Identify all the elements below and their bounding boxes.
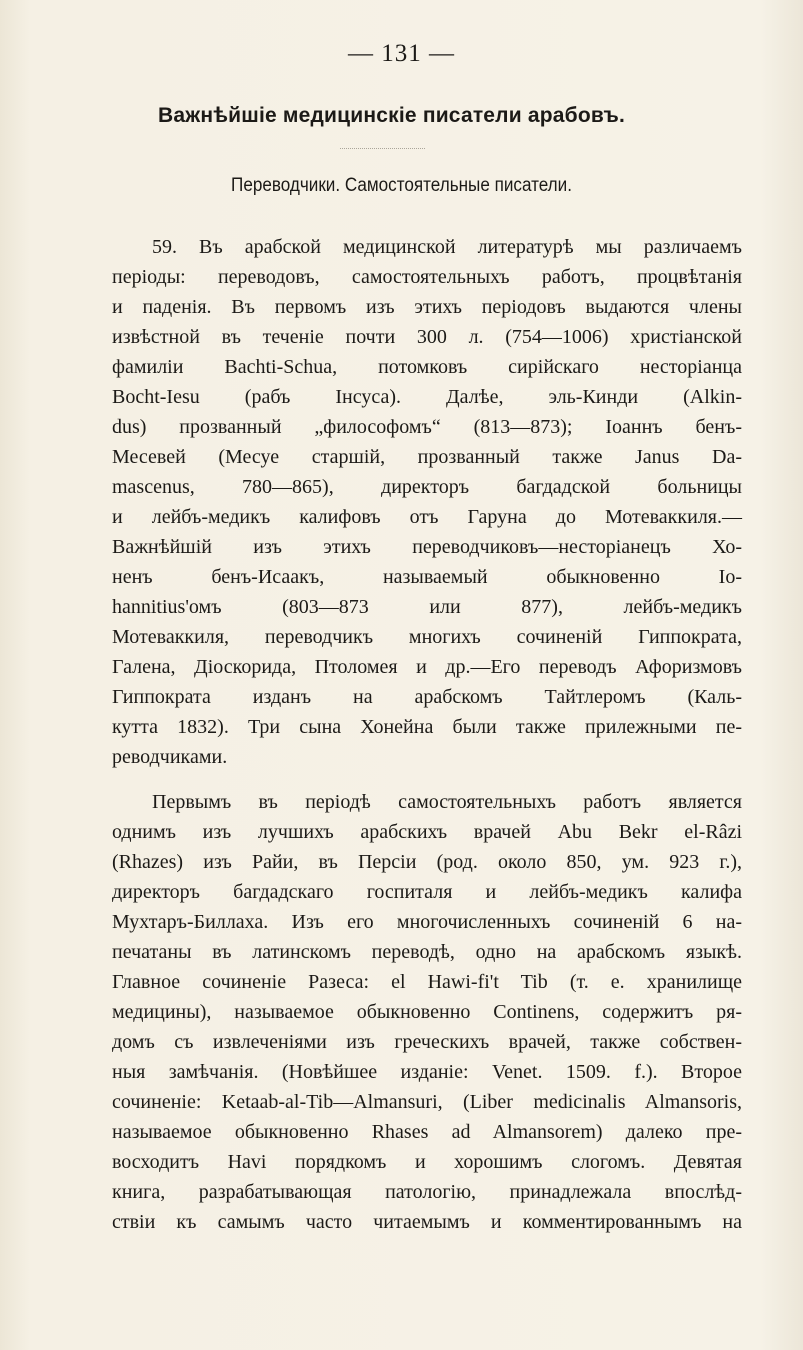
text-line: періоды: переводовъ, самостоятельныхъ работъ, процвѣтанія: [112, 266, 742, 288]
text-line: печатаны въ латинскомъ переводѣ, одно на арабскомъ языкѣ.: [112, 941, 742, 963]
text-line: Bocht-Iesu (рабъ Інсуса). Далѣе, эль-Кинди (Alkin-: [112, 386, 742, 408]
text-line: извѣстной въ теченіе почти 300 л. (754—1006) христіанской: [112, 326, 742, 348]
section-subtitle: Переводчики. Самостоятельные писатели.: [231, 175, 572, 196]
text-line: Важнѣйшій изъ этихъ переводчиковъ—несторіанецъ Хо-: [112, 536, 742, 558]
text-line: Галена, Діоскорида, Птоломея и др.—Его переводъ Афоризмовъ: [112, 656, 742, 678]
text-line: ствіи къ самымъ часто читаемымъ и комментированнымъ на: [112, 1211, 742, 1233]
text-line: 59. Въ арабской медицинской литературѣ мы различаемъ: [152, 236, 742, 258]
text-line: домъ съ извлеченіями изъ греческихъ врачей, также собствен-: [112, 1031, 742, 1053]
text-line: называемое обыкновенно Rhases ad Almansorem) далеко пре-: [112, 1121, 742, 1143]
text-line: Первымъ въ періодѣ самостоятельныхъ работъ является: [152, 791, 742, 813]
text-line: Главное сочиненіе Разеса: el Hawi-fi't Tib (т. е. хранилище: [112, 971, 742, 993]
decorative-rule: [340, 148, 425, 152]
text-line: однимъ изъ лучшихъ арабскихъ врачей Abu Bekr el-Râzi: [112, 821, 742, 843]
text-line: Мухтаръ-Биллаха. Изъ его многочисленныхъ сочиненій 6 на-: [112, 911, 742, 933]
text-line: директоръ багдадскаго госпиталя и лейбъ-медикъ калифа: [112, 881, 742, 903]
text-line: сочиненіе: Ketaab-al-Tib—Almansuri, (Liber medicinalis Almansoris,: [112, 1091, 742, 1113]
text-line: и лейбъ-медикъ калифовъ отъ Гаруна до Мотеваккиля.—: [112, 506, 742, 528]
chapter-title: Важнѣйшіе медицинскіе писатели арабовъ.: [157, 104, 625, 127]
text-line: восходитъ Havi порядкомъ и хорошимъ слогомъ. Девятая: [112, 1151, 742, 1173]
text-line: медицины), называемое обыкновенно Continens, содержитъ ря-: [112, 1001, 742, 1023]
text-line: Гиппократа изданъ на арабскомъ Тайтлеромъ (Каль-: [112, 686, 742, 708]
text-line: и паденія. Въ первомъ изъ этихъ періодовъ выдаются члены: [112, 296, 742, 318]
text-line: mascenus, 780—865), директоръ багдадской больницы: [112, 476, 742, 498]
text-line: dus) прозванный „философомъ“ (813—873); Іоаннъ бенъ-: [112, 416, 742, 438]
text-line: Мотеваккиля, переводчикъ многихъ сочиненій Гиппократа,: [112, 626, 742, 648]
text-line: реводчиками.: [112, 746, 228, 768]
text-line: книга, разрабатывающая патологію, принадлежала впослѣд-: [112, 1181, 742, 1203]
text-line: Месевей (Месуе старшій, прозванный также Janus Da-: [112, 446, 742, 468]
text-line: ныя замѣчанія. (Новѣйшее изданіе: Venet. 1509. f.). Второе: [112, 1061, 742, 1083]
text-line: фамиліи Bachti-Schua, потомковъ сирійскаго несторіанца: [112, 356, 742, 378]
text-line: hannitius'омъ (803—873 или 877), лейбъ-медикъ: [112, 596, 742, 618]
text-line: (Rhazes) изъ Райи, въ Персіи (род. около 850, ум. 923 г.),: [112, 851, 742, 873]
text-line: кутта 1832). Три сына Хонейна были также прилежными пе-: [112, 716, 742, 738]
text-line: ненъ бенъ-Исаакъ, называемый обыкновенно Іо-: [112, 566, 742, 588]
page-number: — 131 —: [348, 40, 455, 67]
